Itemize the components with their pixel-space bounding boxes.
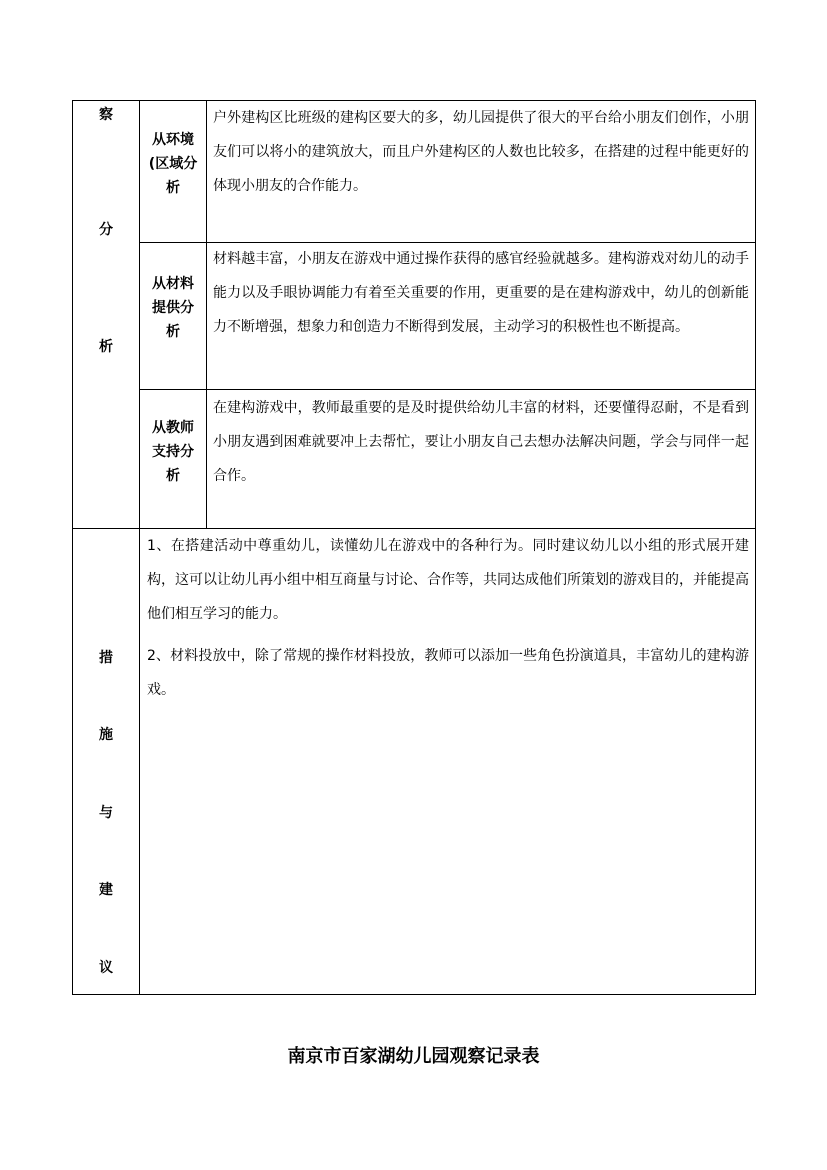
analysis-text-materials: 材料越丰富，小朋友在游戏中通过操作获得的感官经验就越多。建构游戏对幼儿的动手能力以及手眼协调能力有着至关重要的作用，更重要的是在建构游戏中，幼儿的创新能力不断增强，想象力和创造力不断得到发展，主动学习的积极性也不断提高。: [213, 251, 749, 335]
label-line: 从环境: [152, 132, 194, 148]
divider-sub-column: [206, 101, 207, 528]
measures-side-char: 施: [99, 727, 113, 743]
label-line: (区域分: [148, 156, 198, 172]
analysis-text-teacher: 在建构游戏中，教师最重要的是及时提供给幼儿丰富的材料，还要懂得忍耐，不是看到小朋友遇到困难就要冲上去帮忙，要让小朋友自己去想办法解决问题，学会与同伴一起合作。: [213, 400, 749, 484]
label-line: 支持分: [152, 444, 194, 460]
measures-side-char: 措: [99, 650, 113, 666]
analysis-side-char: 析: [99, 339, 113, 355]
divider-left-column: [139, 101, 140, 994]
measure-item-2: 2、材料投放中，除了常规的操作材料投放，教师可以添加一些角色扮演道具，丰富幼儿的建构游戏。: [147, 648, 749, 698]
label-line: 析: [166, 324, 180, 340]
observation-record-table: [72, 100, 756, 995]
analysis-text-environment: 户外建构区比班级的建构区要大的多，幼儿园提供了很大的平台给小朋友们创作，小朋友们可以将小的建筑放大，而且户外建构区的人数也比较多，在搭建的过程中能更好的体现小朋友的合作能力。: [213, 110, 749, 194]
page-title: 南京市百家湖幼儿园观察记录表: [287, 1046, 540, 1067]
measure-item-1: 1、在搭建活动中尊重幼儿，读懂幼儿在游戏中的各种行为。同时建议幼儿以小组的形式展开建构，这可以让幼儿再小组中相互商量与讨论、合作等，共同达成他们所策划的游戏目的，并能提高他们相互学习的能力。: [147, 538, 749, 622]
label-line: 提供分: [152, 300, 194, 316]
divider-row-2: [139, 389, 755, 390]
analysis-label-environment: [140, 128, 206, 200]
label-line: 析: [166, 468, 180, 484]
analysis-label-materials: [140, 272, 206, 344]
measures-side-char: 议: [99, 960, 113, 976]
label-line: 从教师: [152, 420, 194, 436]
analysis-side-char: 分: [99, 222, 113, 238]
analysis-side-char: 察: [99, 107, 113, 123]
measures-side-char: 与: [99, 805, 113, 821]
measures-side-char: 建: [99, 882, 113, 898]
label-line: 从材料: [152, 276, 194, 292]
label-line: 析: [166, 180, 180, 196]
analysis-label-teacher: [140, 416, 206, 488]
